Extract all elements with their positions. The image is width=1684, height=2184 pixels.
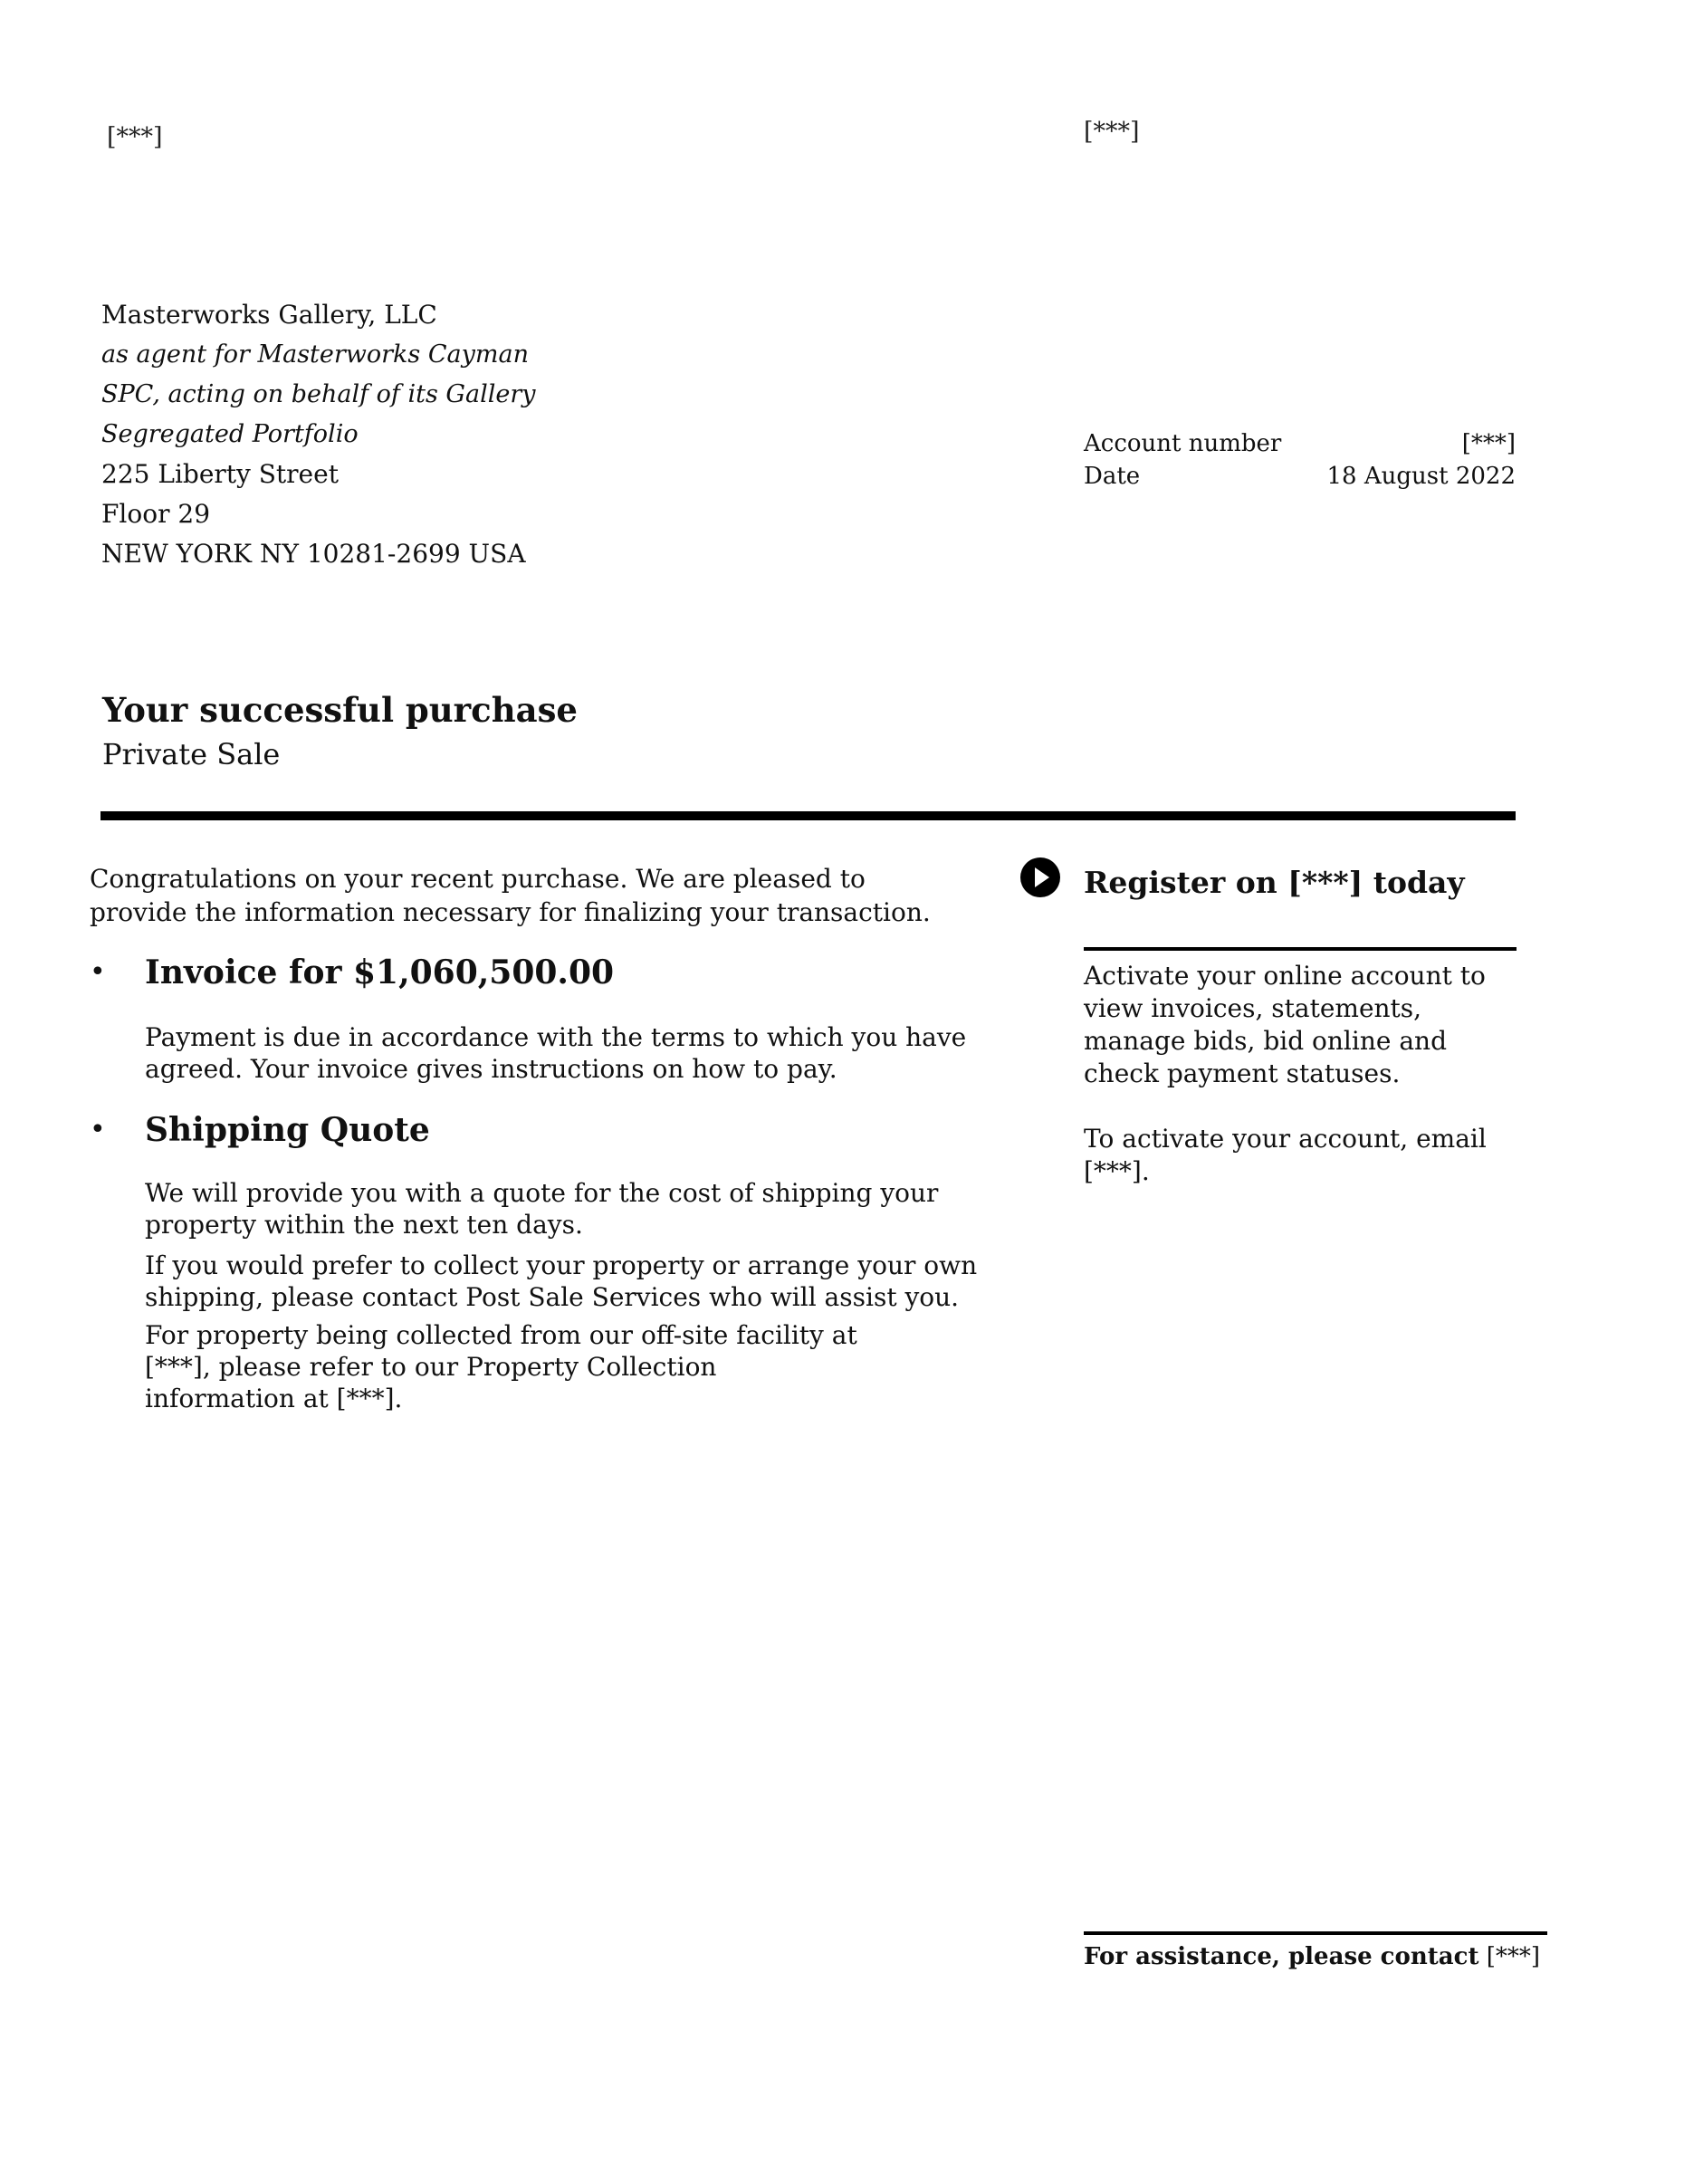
header-right-redacted: [***] [1084,118,1140,146]
header-left-redacted: [***] [107,123,163,151]
register-paragraph: To activate your account, email [***]. [1084,1124,1487,1186]
intro-text: Congratulations on your recent purchase. We are pleased to provide the information necessary for finalizing your transaction. [90,864,931,927]
register-body [1084,960,1518,1221]
register-divider [1084,947,1517,951]
footer-divider [1084,1931,1547,1935]
register-heading: Register on [***] today [1084,865,1465,900]
footer-label: For assistance, please contact [1084,1943,1479,1970]
recipient-address [101,295,608,574]
account-number-value: [***] [1461,430,1516,457]
play-circle-icon [1019,857,1061,898]
register-paragraph: Activate your online account to view invoices, statements, manage bids, bid online and check payment statuses. [1084,961,1486,1088]
shipping-heading: Shipping Quote [145,1111,430,1149]
bullet-icon: • [90,1114,106,1145]
invoice-heading: Invoice for $1,060,500.00 [145,953,615,991]
page-title: Your successful purchase [102,690,578,730]
footer-contact [1084,1943,1540,1970]
shipping-paragraph: If you would prefer to collect your property or arrange your own shipping, please contact Post Sale Services who will assist you. [145,1250,978,1312]
footer-value: [***] [1486,1943,1541,1970]
date-label: Date [1084,463,1141,490]
date-row [1084,460,1516,493]
account-number-row [1084,427,1516,460]
street: 225 Liberty Street [101,459,339,489]
date-value: 18 August 2022 [1326,463,1516,490]
shipping-paragraph: We will provide you with a quote for the cost of shipping your property within the next ten days. [145,1178,939,1240]
company-name: Masterworks Gallery, LLC [101,300,437,330]
account-info [1084,427,1516,493]
account-number-label: Account number [1084,430,1282,457]
invoice-body: Payment is due in accordance with the terms to which you have agreed. Your invoice gives instructions on how to pay. [145,1022,967,1084]
bullet-icon: • [90,956,106,988]
agent-line: as agent for Masterworks Cayman [101,340,529,369]
agent-line: Segregated Portfolio [101,420,359,448]
floor: Floor 29 [101,499,211,529]
agent-line: SPC, acting on behalf of its Gallery [101,380,536,408]
page-subtitle: Private Sale [102,737,281,771]
city: NEW YORK NY 10281-2699 USA [101,539,526,569]
main-divider [100,811,1516,820]
shipping-paragraph: For property being collected from our off-site facility at [***], please refer to our Property Collection information at [***]. [145,1320,857,1413]
